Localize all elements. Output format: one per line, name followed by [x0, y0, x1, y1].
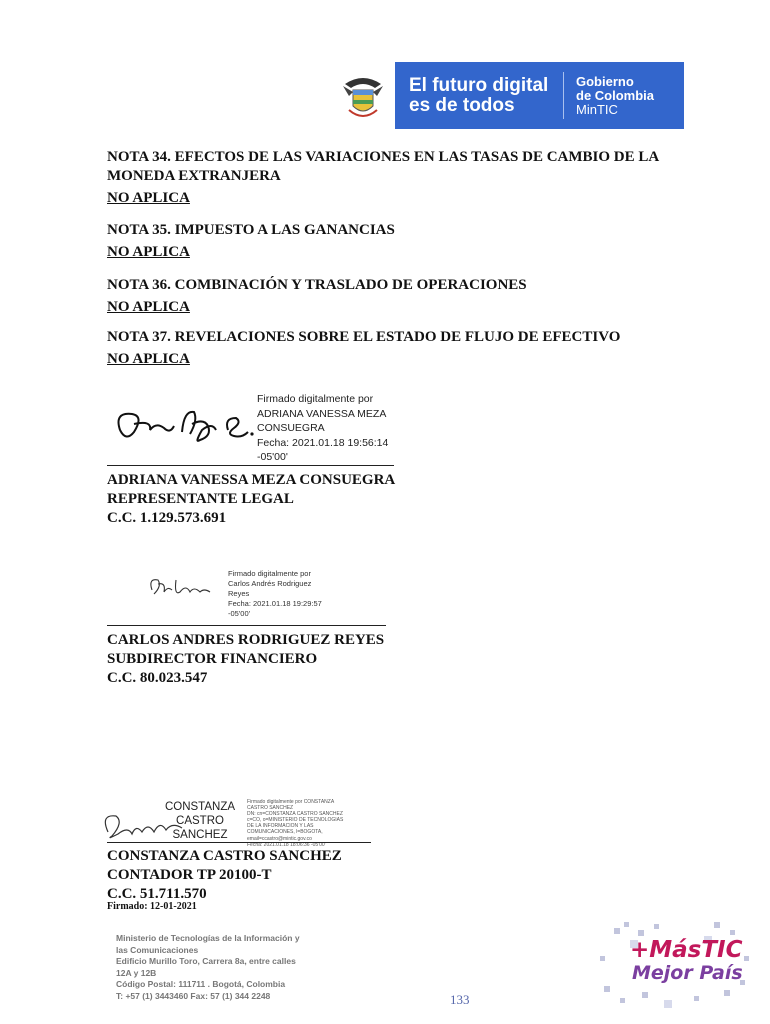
- footer-line: las Comunicaciones: [116, 944, 199, 955]
- banner-gov: [572, 62, 654, 129]
- stamp-line: -05'00': [257, 451, 288, 463]
- label-line: CASTRO: [176, 815, 224, 827]
- logo-line-2: Mejor País: [632, 962, 743, 984]
- signer-1-block: [107, 471, 395, 528]
- gov-line-1: Gobierno: [576, 74, 634, 89]
- signer-id: C.C. 80.023.547: [107, 670, 208, 686]
- note-37: [107, 328, 707, 369]
- stamp-line: Firmado digitalmente por CONSTANZA: [247, 799, 335, 805]
- note-status: NO APLICA: [107, 299, 190, 315]
- gov-line-2: de Colombia: [576, 88, 655, 103]
- digital-stamp-3: [247, 799, 343, 848]
- note-title: NOTA 35. IMPUESTO A LAS GANANCIAS: [107, 222, 395, 238]
- stamp-line: Carlos Andrés Rodriguez: [228, 579, 312, 588]
- signer-name: CONSTANZA CASTRO SANCHEZ: [107, 848, 342, 864]
- signer-name: ADRIANA VANESSA MEZA CONSUEGRA: [107, 472, 396, 488]
- stamp-line: CONSUEGRA: [257, 422, 325, 434]
- note-35: [107, 221, 707, 262]
- signature-line-3: [107, 842, 371, 843]
- page-number: 133: [450, 992, 470, 1007]
- handwritten-signature-2: [146, 574, 214, 602]
- footer-line: Edificio Murillo Toro, Carrera 8a, entre calles: [116, 956, 296, 966]
- note-36: [107, 276, 707, 317]
- stamp-line: COMUNICACIONES, l=BOGOTA,: [247, 829, 323, 836]
- stamp-line: c=CO, o=MINISTERIO DE TECNOLOGIAS: [247, 817, 344, 824]
- note-title-cont: MONEDA EXTRANJERA: [107, 168, 281, 184]
- stamp-line: -05'00': [228, 609, 251, 618]
- footer-line: T: +57 (1) 3443460 Fax: 57 (1) 344 2248: [116, 990, 271, 1001]
- signer-2-block: [107, 631, 384, 688]
- note-status: NO APLICA: [107, 190, 190, 206]
- signer-role: REPRESENTANTE LEGAL: [107, 491, 294, 507]
- footer-line: Ministerio de Tecnologías de la Información y: [116, 933, 300, 943]
- label-line: CONSTANZA: [164, 801, 236, 813]
- colombia-coat-of-arms-icon: [331, 62, 395, 129]
- stamp-line: Fecha: 2021.01.18 19:29:57: [228, 599, 322, 608]
- stamp-line: email=ccastro@mintic.gov.co: [247, 835, 312, 842]
- digital-stamp-1: [257, 392, 388, 465]
- signer-id: C.C. 1.129.573.691: [107, 510, 227, 526]
- gov-line-3: MinTIC: [576, 102, 618, 117]
- stamp-line: Firmado digitalmente por: [228, 569, 311, 578]
- stamp-line: CASTRO SANCHEZ: [247, 805, 294, 812]
- stamp-line: Fecha: 2021.01.18 19:56:14: [257, 436, 389, 449]
- stamp-line: Firmado digitalmente por: [257, 393, 374, 405]
- note-title: NOTA 37. REVELACIONES SOBRE EL ESTADO DE FLUJO DE EFECTIVO: [107, 329, 621, 345]
- signer-3-block: [107, 847, 342, 904]
- stamp-line: ADRIANA VANESSA MEZA: [257, 407, 387, 420]
- banner-tagline: [395, 62, 555, 129]
- note-title: NOTA 36. COMBINACIÓN Y TRASLADO DE OPERACIONES: [107, 277, 527, 293]
- signer-role: SUBDIRECTOR FINANCIERO: [107, 651, 318, 667]
- stamp-line: DN: cn=CONSTANZA CASTRO SANCHEZ: [247, 811, 343, 818]
- stamp-line: Reyes: [228, 589, 250, 598]
- digital-stamp-2: [228, 569, 322, 619]
- signed-date: Firmado: 12-01-2021: [107, 901, 197, 912]
- signature-line-2: [107, 625, 386, 626]
- stamp-line: DE LA INFORMACION Y LAS: [247, 823, 314, 830]
- note-title: NOTA 34. EFECTOS DE LAS VARIACIONES EN LAS TASAS DE CAMBIO DE LA: [107, 149, 660, 165]
- banner-divider: [563, 72, 564, 119]
- stamp-line: Fecha: 2021.01.18 18:06:36 -05'00': [247, 841, 326, 848]
- signer-role: CONTADOR TP 20100-T: [107, 867, 272, 883]
- handwritten-signature-1: [112, 400, 257, 450]
- signer-name: CARLOS ANDRES RODRIGUEZ REYES: [107, 632, 385, 648]
- note-status: NO APLICA: [107, 351, 190, 367]
- signer-id: C.C. 51.711.570: [107, 886, 207, 902]
- signer-3-stamp-label: [160, 800, 240, 842]
- signature-line-1: [107, 465, 394, 466]
- footer-address: [116, 933, 326, 1002]
- label-line: SANCHEZ: [172, 829, 228, 841]
- note-34: [107, 148, 707, 208]
- footer-line: 12A y 12B: [116, 967, 157, 978]
- logo-line-1: +MásTIC: [630, 937, 743, 963]
- note-status: NO APLICA: [107, 244, 190, 260]
- tagline-line-2: es de todos: [409, 95, 515, 116]
- mastic-logo: [594, 916, 754, 1016]
- tagline-line-1: El futuro digital: [409, 75, 549, 96]
- footer-line: Código Postal: 111711 . Bogotá, Colombia: [116, 979, 286, 989]
- header-banner: [331, 62, 684, 129]
